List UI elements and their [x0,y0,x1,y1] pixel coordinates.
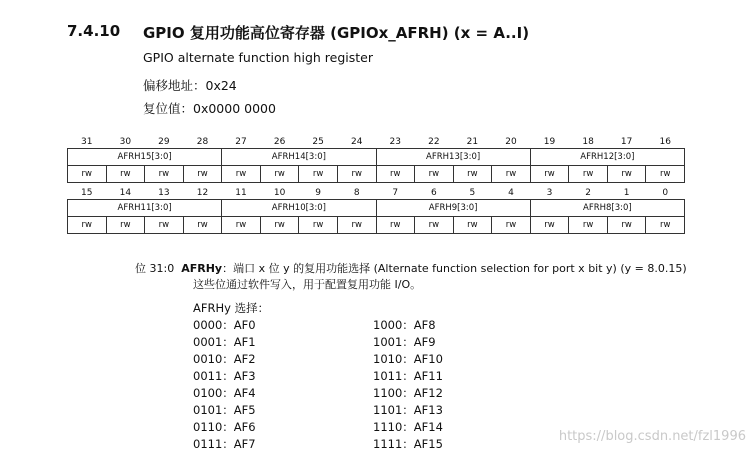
access-cell: rw [607,166,646,183]
field-cell: AFRH15[3:0] [68,149,222,166]
access-cell: rw [607,217,646,234]
selection-item: 0001：AF1 [193,335,256,349]
bit-number: 20 [505,136,517,147]
access-cell: rw [337,166,376,183]
bit-number: 6 [430,187,437,198]
bit-number: 7 [392,187,399,198]
access-cell: rw [106,166,145,183]
access-cell: rw [415,217,454,234]
bit-number-row [68,186,685,200]
access-cell: rw [337,217,376,234]
access-cell: rw [376,217,415,234]
selection-item: 0000：AF0 [193,318,256,332]
bit-number: 0 [662,187,669,198]
section-title: GPIO 复用功能高位寄存器 (GPIOx_AFRH) (x = A..I) [143,24,530,42]
bit-number: 18 [582,136,594,147]
selection-item: 1000：AF8 [373,318,436,332]
selection-title: AFRHy 选择： [193,301,270,315]
watermark-url: https://blog.csdn.net/fzl1996 [558,429,746,444]
access-cell: rw [68,166,107,183]
bit-number: 22 [428,136,440,147]
access-cell: rw [183,217,222,234]
bit-number: 11 [235,187,247,198]
bit-number-row [68,135,685,149]
selection-item: 1100：AF12 [373,386,443,400]
bit-number: 19 [543,136,556,147]
offset-address: 偏移地址：0x24 [143,78,237,93]
access-cell: rw [299,166,338,183]
access-cell: rw [530,166,569,183]
bit-number: 9 [315,187,322,198]
bit-number: 29 [158,136,170,147]
selection-item: 1010：AF10 [373,352,443,366]
bit-number: 27 [235,136,247,147]
bit-number: 16 [659,136,671,147]
selection-item: 0110：AF6 [193,420,256,434]
access-cell: rw [646,217,685,234]
selection-item: 1001：AF9 [373,335,436,349]
selection-list-left [193,317,256,453]
access-cell: rw [183,166,222,183]
access-cell: rw [453,166,492,183]
access-cell: rw [68,217,107,234]
field-name: AFRHy [181,262,223,275]
access-cell: rw [453,217,492,234]
selection-item: 1111：AF15 [373,437,443,451]
access-cell: rw [415,166,454,183]
bit-number: 1 [623,187,630,198]
field-cell: AFRH14[3:0] [222,149,376,166]
bit-number: 17 [620,136,633,147]
field-cell: AFRH11[3:0] [68,200,222,217]
bit-number: 2 [585,187,591,198]
bit-number: 26 [273,136,286,147]
bit-number: 15 [81,187,93,198]
access-cell: rw [145,217,184,234]
bit-range-label: 位 31:0 [135,262,175,275]
field-cell: AFRH13[3:0] [376,149,530,166]
access-row [68,217,685,234]
bit-number: 25 [312,136,324,147]
selection-list-right [373,317,443,453]
bit-number: 24 [350,136,363,147]
access-cell: rw [145,166,184,183]
bit-number: 5 [469,187,476,198]
selection-item: 0010：AF2 [193,352,256,366]
bit-number: 12 [196,187,209,198]
access-row [68,166,685,183]
selection-item: 1101：AF13 [373,403,443,417]
field-cell: AFRH9[3:0] [376,200,530,217]
register-table-high [67,135,685,183]
selection-item: 0100：AF4 [193,386,256,400]
bit-number: 14 [119,187,132,198]
selection-item: 1011：AF11 [373,369,443,383]
field-cell: AFRH10[3:0] [222,200,376,217]
field-description-line2: 这些位通过软件写入，用于配置复用功能 I/O。 [193,278,422,291]
reset-value: 复位值：0x0000 0000 [143,101,276,116]
register-table-low [67,186,685,234]
access-cell: rw [299,217,338,234]
bit-number: 10 [273,187,286,198]
selection-item: 1110：AF14 [373,420,443,434]
bit-number: 3 [546,187,553,198]
bit-number: 28 [196,136,209,147]
bit-number: 4 [508,187,514,198]
selection-item: 0111：AF7 [193,437,256,451]
field-cell: AFRH8[3:0] [530,200,684,217]
bit-number: 30 [119,136,132,147]
access-cell: rw [376,166,415,183]
bit-number: 13 [158,187,170,198]
field-cell: AFRH12[3:0] [530,149,684,166]
field-row [68,200,685,217]
access-cell: rw [260,166,299,183]
access-cell: rw [222,166,261,183]
access-cell: rw [222,217,261,234]
access-cell: rw [569,166,608,183]
bit-number: 8 [353,187,360,198]
selection-item: 0101：AF5 [193,403,256,417]
access-cell: rw [106,217,145,234]
field-description [135,261,687,277]
access-cell: rw [492,166,531,183]
bit-number: 21 [466,136,479,147]
bit-number: 23 [389,136,401,147]
access-cell: rw [530,217,569,234]
field-row [68,149,685,166]
field-description-text: ：端口 x 位 y 的复用功能选择 (Alternate function selection for port x bit y) (y = 8.0.15) [222,262,687,275]
selection-item: 0011：AF3 [193,369,256,383]
access-cell: rw [569,217,608,234]
section-number: 7.4.10 [67,22,121,40]
register-subtitle: GPIO alternate function high register [143,50,373,65]
bit-number: 31 [81,136,93,147]
access-cell: rw [260,217,299,234]
access-cell: rw [646,166,685,183]
access-cell: rw [492,217,531,234]
